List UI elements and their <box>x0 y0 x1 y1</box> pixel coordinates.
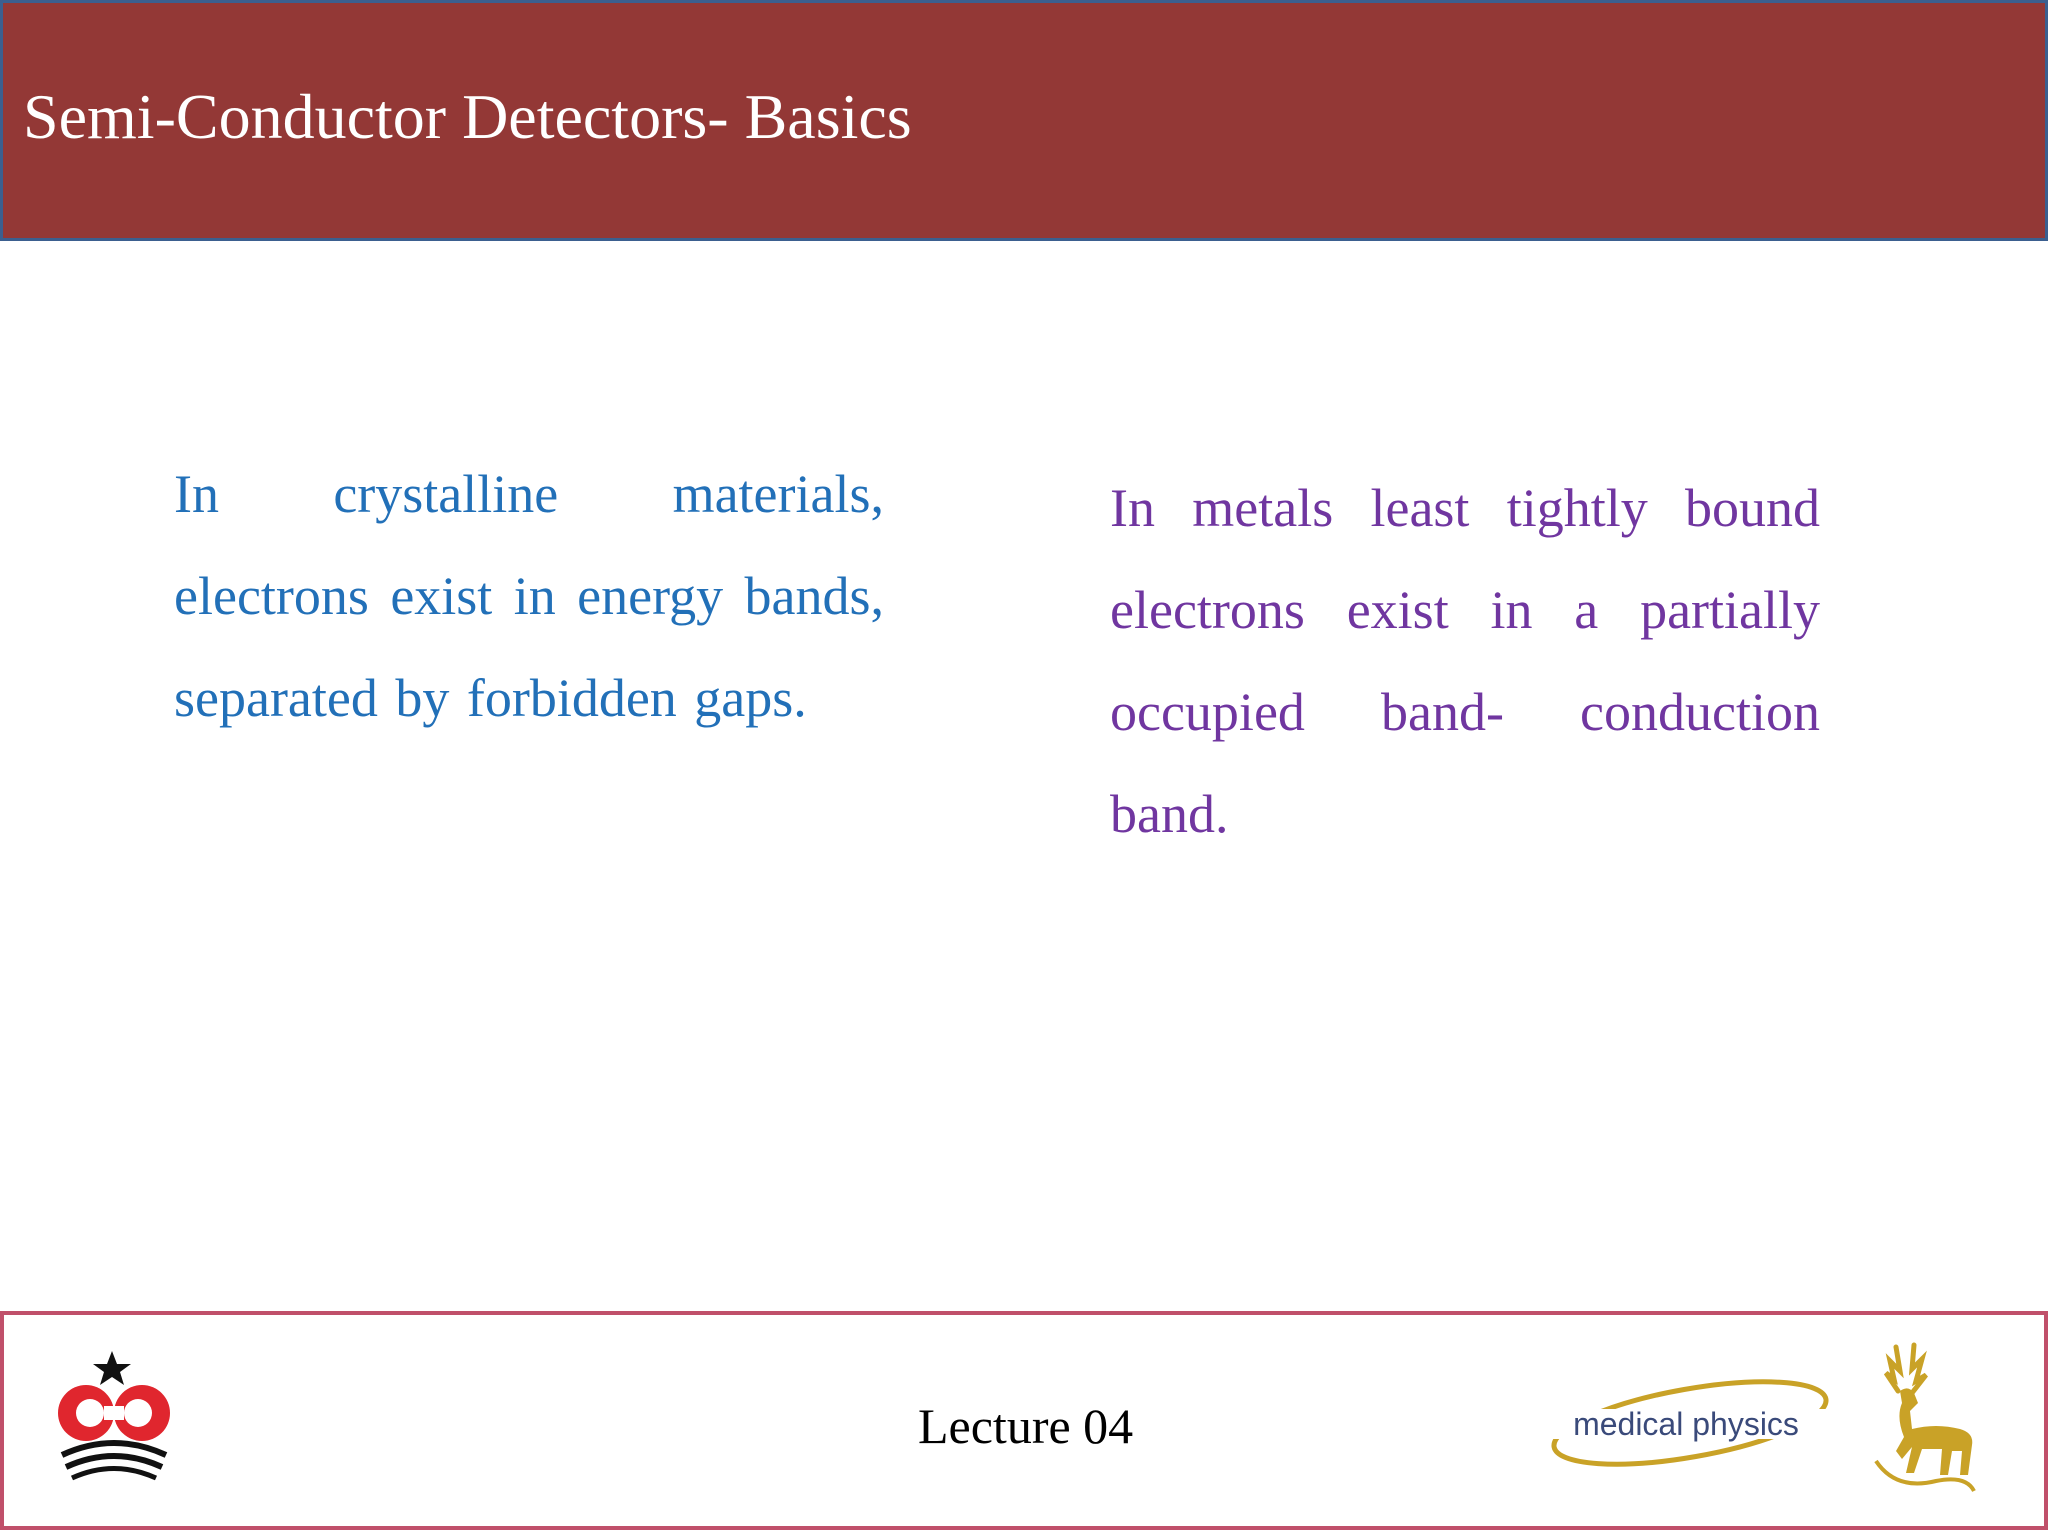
slide-title: Semi-Conductor Detectors- Basics <box>23 81 912 152</box>
medical-physics-logo-icon <box>1540 1365 1832 1475</box>
lecture-label: Lecture 04 <box>918 1398 1134 1454</box>
right-paragraph: In metals least tightly bound electrons exist in a partially occupied band- conduction band. <box>1110 478 1820 844</box>
institution-logo-icon <box>44 1351 184 1481</box>
header-bar <box>0 0 2048 241</box>
footer-bar <box>0 1311 2048 1530</box>
stag-crest-icon <box>1856 1341 1982 1501</box>
left-paragraph: In crystalline materials, electrons exist in energy bands, separated by forbidden gaps. <box>174 464 884 728</box>
medical-physics-logo-text: medical physics <box>1573 1406 1799 1442</box>
